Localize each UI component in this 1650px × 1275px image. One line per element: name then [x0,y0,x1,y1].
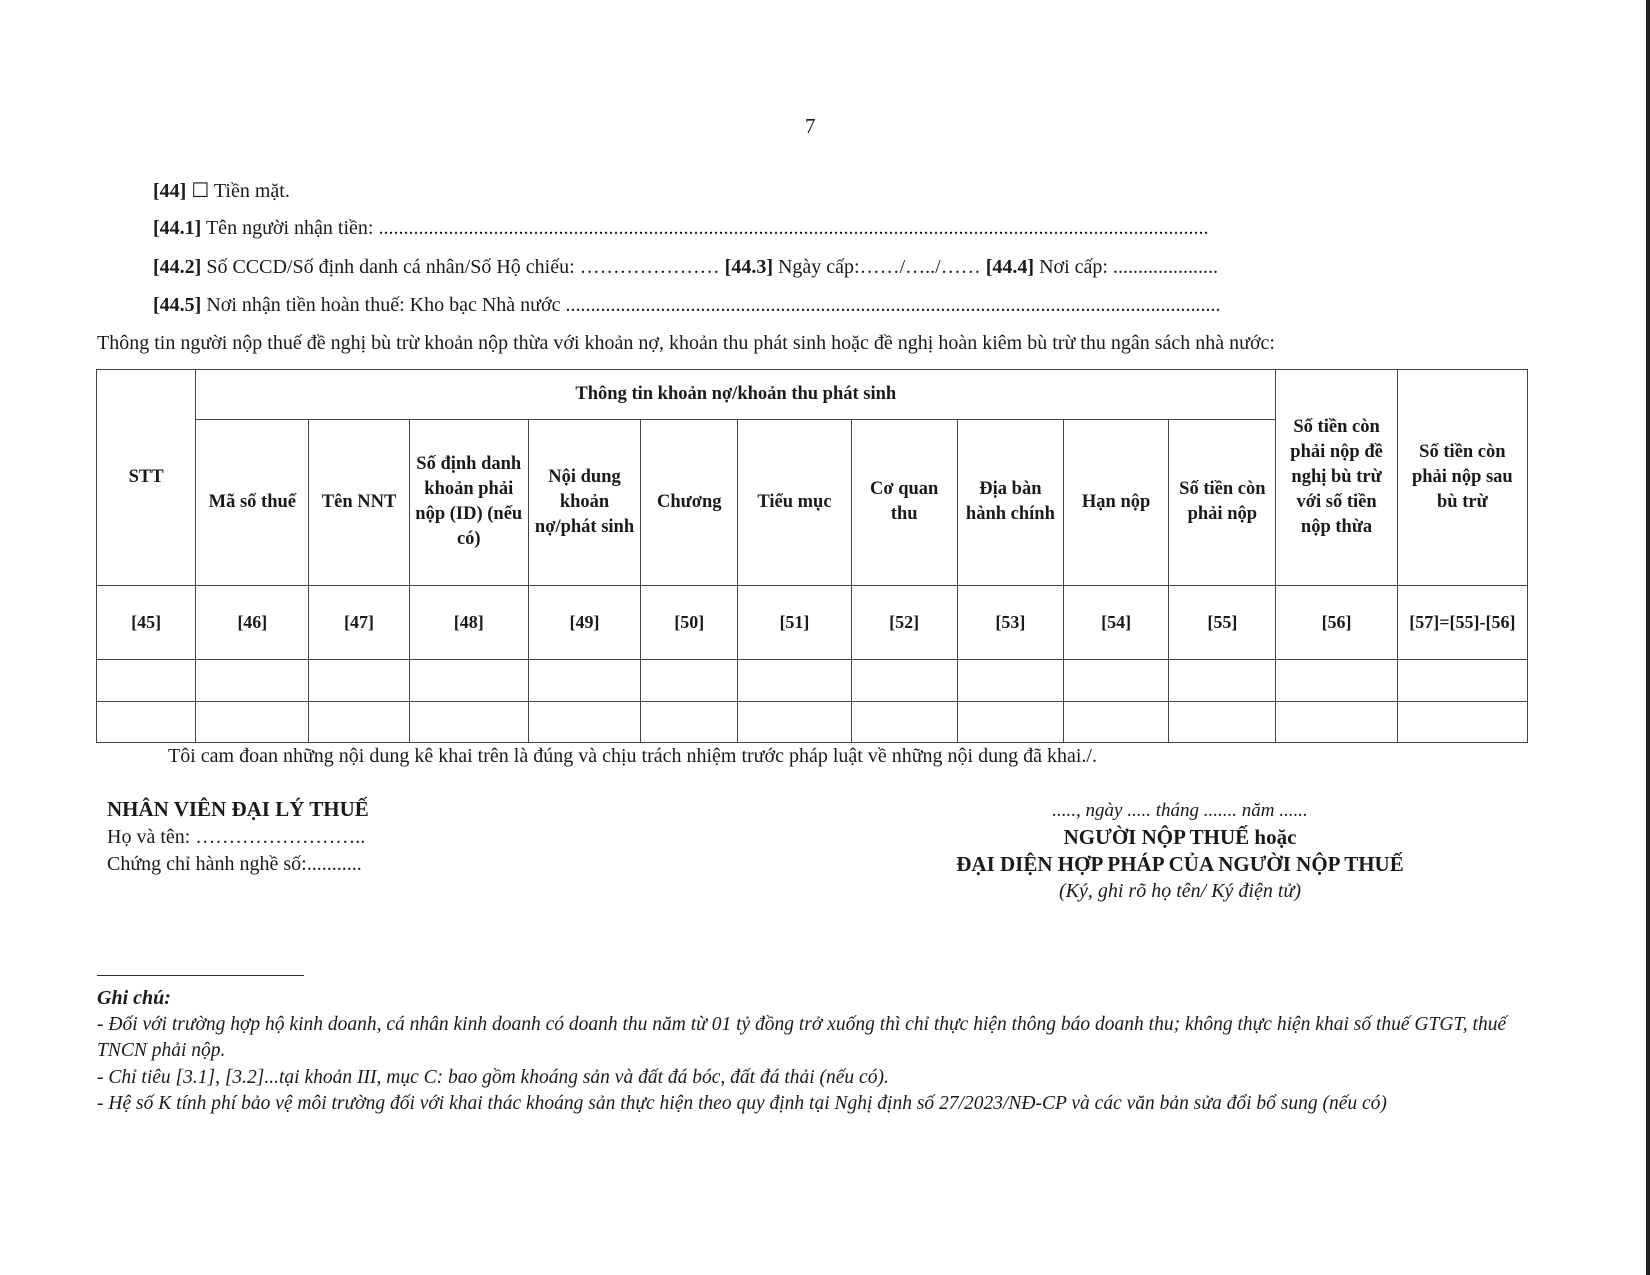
code-row [97,586,1528,660]
code-cell: [55] [1169,586,1276,660]
empty-cell[interactable] [957,701,1063,742]
empty-cell[interactable] [1276,660,1397,701]
code-cell: [51] [738,586,851,660]
id-line [153,256,1218,279]
empty-cell[interactable] [738,660,851,701]
intro-text: Thông tin người nộp thuế đề nghị bù trừ khoản nộp thừa với khoản nợ, khoản thu phát sinh hoặc đề nghị hoàn kiêm bù trừ thu ngân sách nhà nước: [97,332,1275,354]
empty-cell[interactable] [641,701,738,742]
agent-title: NHÂN VIÊN ĐẠI LÝ THUẾ [107,797,369,821]
note-item: - Đối với trường hợp hộ kinh doanh, cá nhân kinh doanh có doanh thu năm từ 01 tỷ đồng trở xuống thì chỉ thực hiện thông báo doanh thu; không thực hiện khai số thuế GTGT, thuế TNCN phải nộp. [97,1013,1507,1061]
header-offset-amount: Số tiền còn phải nộp đề nghị bù trừ với số tiền nộp thừa [1276,370,1397,586]
header-payment-id: Số định danh khoản phải nộp (ID) (nếu có) [409,419,528,586]
empty-cell[interactable] [641,660,738,701]
empty-cell[interactable] [309,701,409,742]
empty-cell[interactable] [738,701,851,742]
receiver-name-field[interactable]: Tên người nhận tiền: ...................................................................................................................................................................... [205,217,1209,239]
cash-label: Tiền mặt. [213,180,290,202]
empty-cell[interactable] [409,660,528,701]
code-cell: [45] [97,586,196,660]
code-cell: [57]=[55]-[56] [1397,586,1527,660]
header-group: Thông tin khoản nợ/khoản thu phát sinh [196,370,1276,420]
code-cell: [48] [409,586,528,660]
empty-cell[interactable] [196,701,309,742]
empty-cell[interactable] [309,660,409,701]
empty-cell[interactable] [1064,660,1169,701]
refund-place-field[interactable]: Nơi nhận tiền hoàn thuế: Kho bạc Nhà nước ................................................................................................................................... [206,294,1221,316]
refund-place-line [153,294,1220,317]
empty-cell[interactable] [1276,701,1397,742]
issue-place-field[interactable]: Nơi cấp: ..................... [1039,256,1218,278]
header-taxpayer-name: Tên NNT [309,419,409,586]
code-cell: [56] [1276,586,1397,660]
empty-cell[interactable] [97,701,196,742]
table-row [97,701,1528,742]
id-number-field[interactable]: Số CCCD/Số định danh cá nhân/Số Hộ chiếu: ………………… [206,256,720,278]
agent-cert-field[interactable]: Chứng chỉ hành nghề số:........... [107,853,362,875]
cash-checkbox[interactable]: ☐ [191,180,210,202]
page-edge [1646,0,1650,1275]
empty-cell[interactable] [196,660,309,701]
signature-date[interactable]: ....., ngày ..... tháng ....... năm ...... [1052,800,1308,821]
signature-title-representative: ĐẠI DIỆN HỢP PHÁP CỦA NGƯỜI NỘP THUẾ [956,852,1404,876]
empty-cell[interactable] [1397,701,1527,742]
note-item: - Chỉ tiêu [3.1], [3.2]...tại khoản III, mục C: bao gồm khoáng sản và đất đá bóc, đất đá thải (nếu có). [97,1066,889,1088]
cash-option [153,178,290,203]
offset-table [96,369,1528,743]
code-cell: [52] [851,586,957,660]
field-code: [44.3] [724,256,773,278]
empty-cell[interactable] [409,701,528,742]
code-cell: [53] [957,586,1063,660]
empty-cell[interactable] [1397,660,1527,701]
table-row [97,660,1528,701]
header-deadline: Hạn nộp [1064,419,1169,586]
field-code: [44.5] [153,294,202,316]
header-remaining-due: Số tiền còn phải nộp [1169,419,1276,586]
signature-note: (Ký, ghi rõ họ tên/ Ký điện tử) [1059,880,1301,902]
field-code: [44.1] [153,217,202,239]
notes-title: Ghi chú: [97,987,171,1009]
header-area: Địa bàn hành chính [957,419,1063,586]
signature-title: NGƯỜI NỘP THUẾ hoặc [1063,825,1297,849]
code-cell: [50] [641,586,738,660]
code-cell: [46] [196,586,309,660]
field-code: [44.4] [985,256,1035,278]
empty-cell[interactable] [851,660,957,701]
receiver-name-line [153,217,1208,240]
code-cell: [54] [1064,586,1169,660]
field-code: [44] [153,180,187,202]
footnote-divider [97,975,304,976]
empty-cell[interactable] [528,701,640,742]
notes-section [97,985,1527,1118]
empty-cell[interactable] [1064,701,1169,742]
header-content: Nội dung khoản nợ/phát sinh [528,419,640,586]
empty-cell[interactable] [957,660,1063,701]
agent-name-field[interactable]: Họ và tên: …………………….. [107,826,366,848]
header-agency: Cơ quan thu [851,419,957,586]
header-sub-item: Tiểu mục [738,419,851,586]
empty-cell[interactable] [97,660,196,701]
field-code: [44.2] [153,256,202,278]
code-cell: [47] [309,586,409,660]
note-item: - Hệ số K tính phí bảo vệ môi trường đối với khai thác khoáng sản thực hiện theo quy định tại Nghị định số 27/2023/NĐ-CP và các văn bản sửa đổi bổ sung (nếu có) [97,1093,1387,1114]
code-cell: [49] [528,586,640,660]
page-number: 7 [805,114,816,138]
issue-date-field[interactable]: Ngày cấp:……/…../…… [777,256,981,278]
empty-cell[interactable] [528,660,640,701]
empty-cell[interactable] [851,701,957,742]
header-remaining-amount: Số tiền còn phải nộp sau bù trừ [1397,370,1527,586]
empty-cell[interactable] [1169,660,1276,701]
header-stt: STT [97,370,196,586]
commitment-text: Tôi cam đoan những nội dung kê khai trên là đúng và chịu trách nhiệm trước pháp luật về những nội dung đã khai./. [168,745,1097,767]
header-chapter: Chương [641,419,738,586]
header-tax-code: Mã số thuế [196,419,309,586]
empty-cell[interactable] [1169,701,1276,742]
